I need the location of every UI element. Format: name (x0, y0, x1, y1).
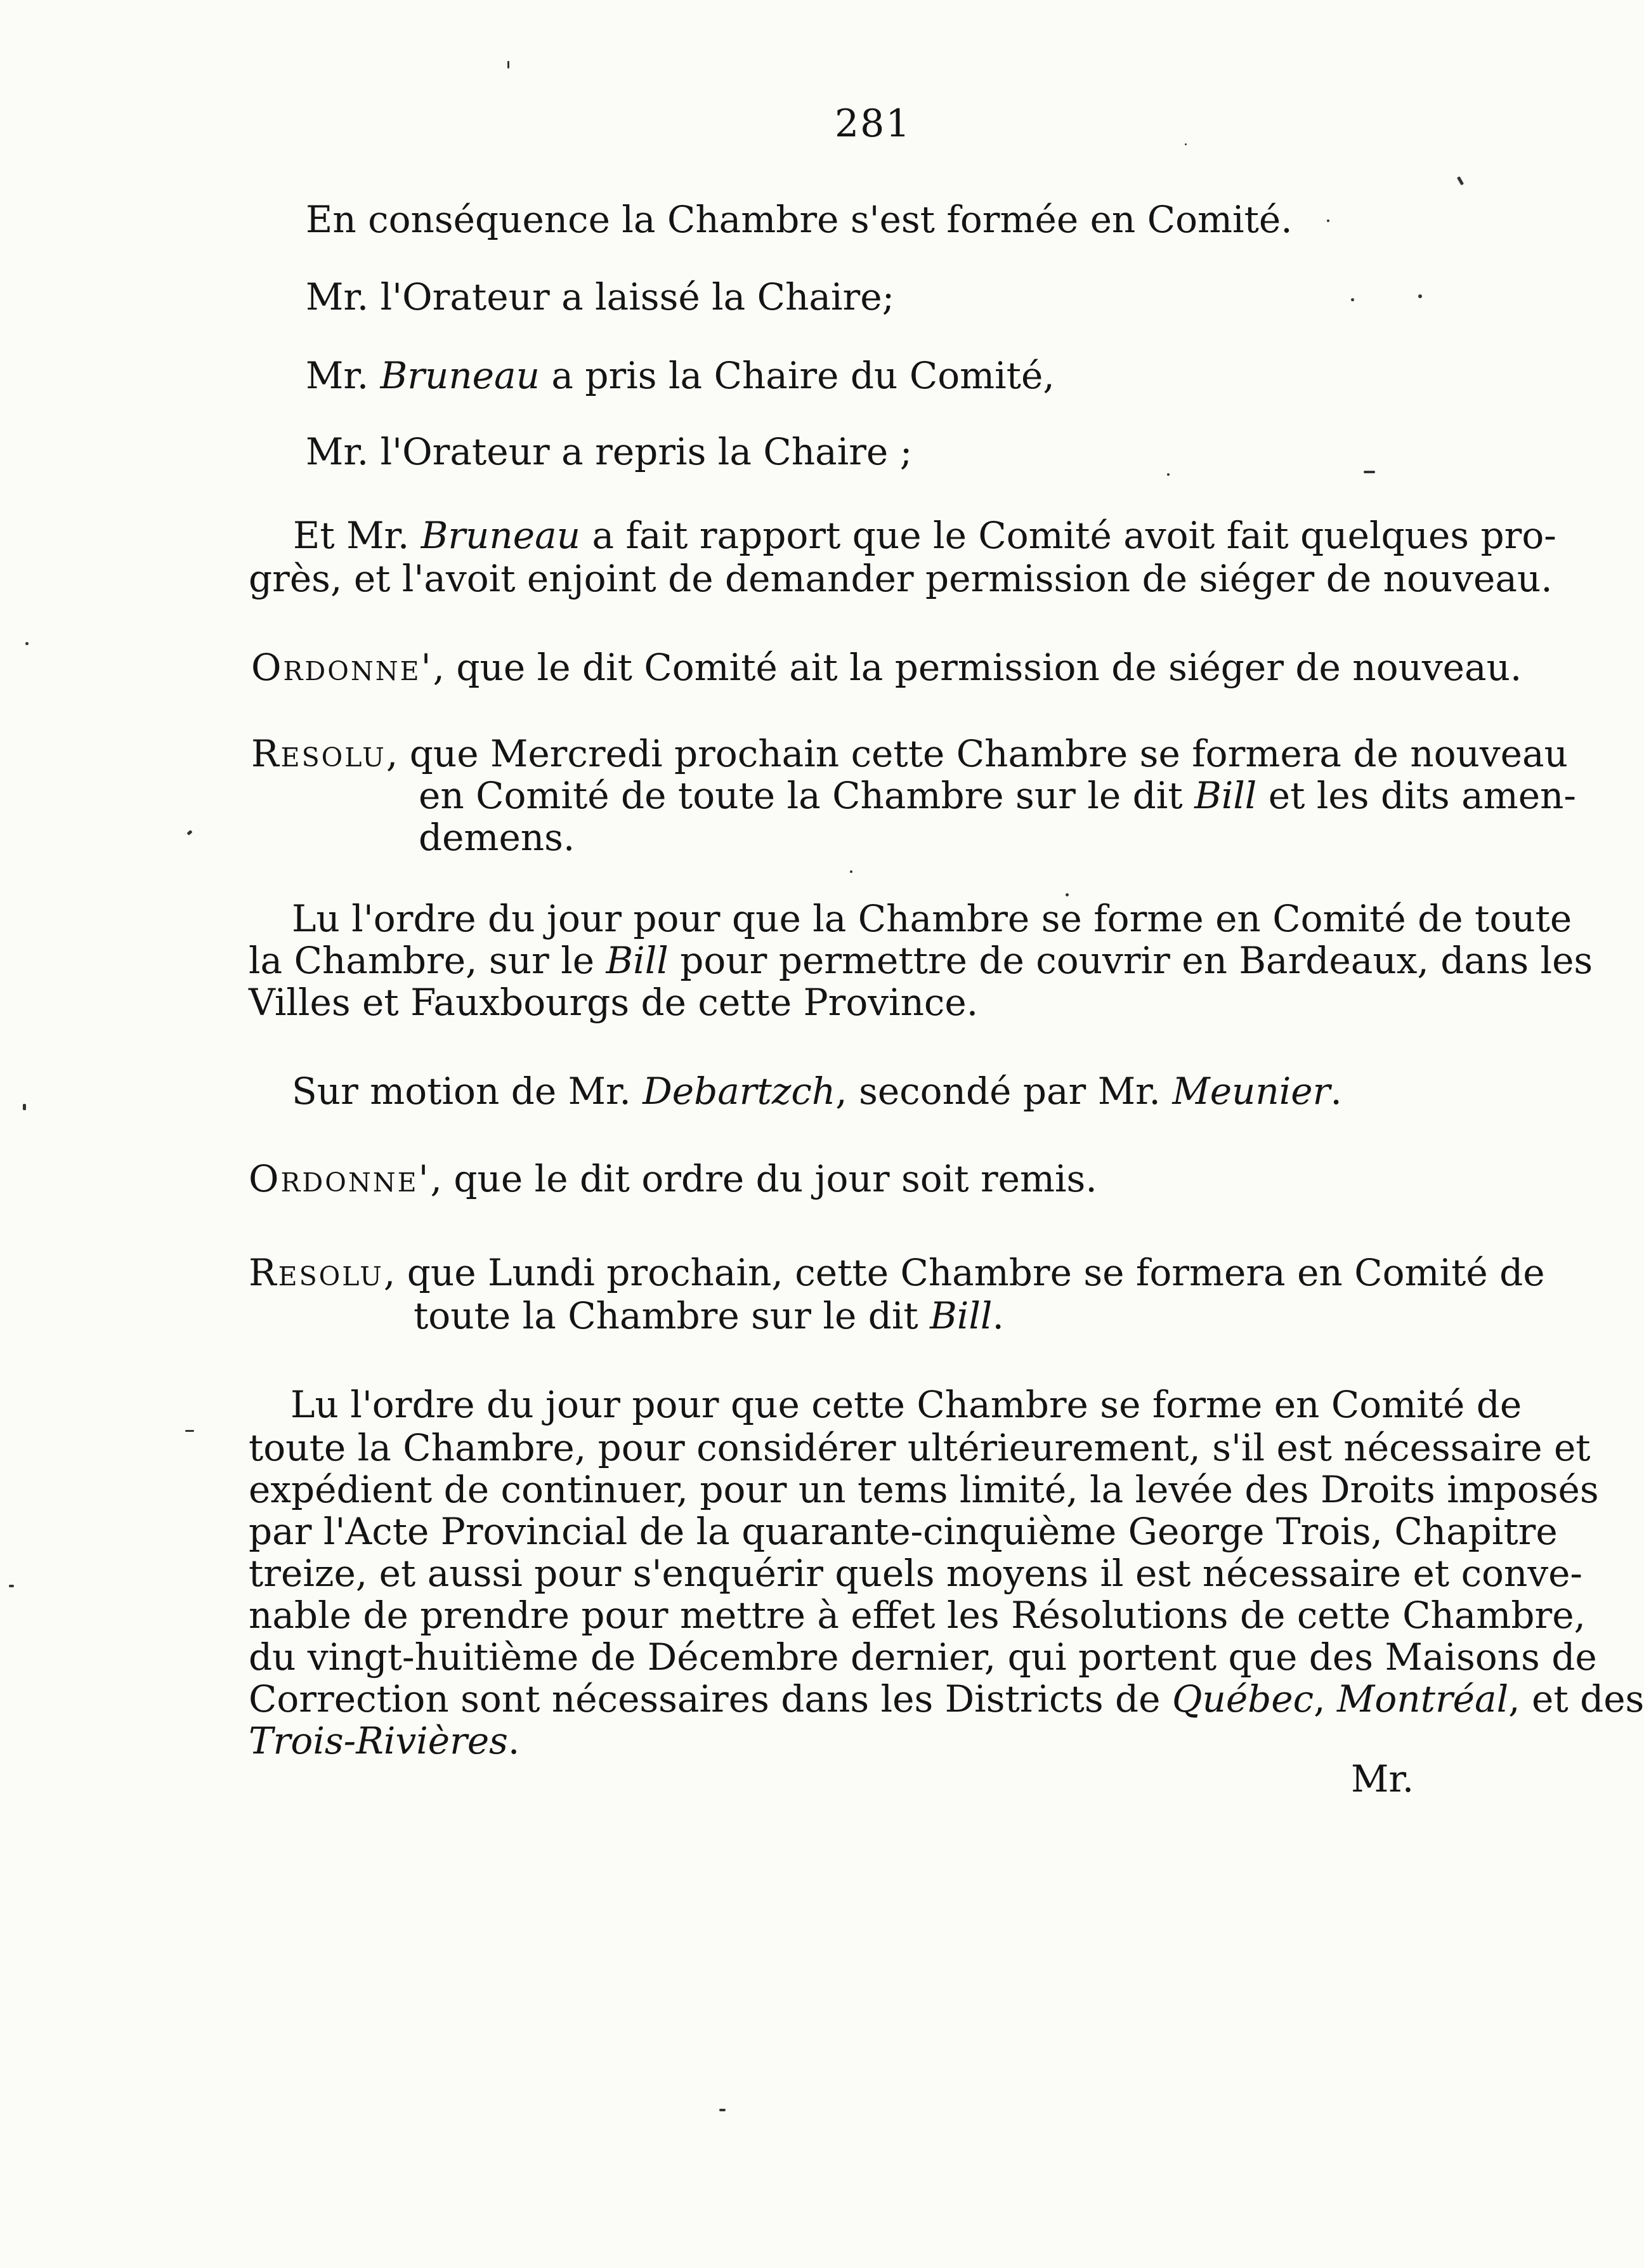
text-run: Et Mr. (293, 514, 421, 557)
text-run: Mr. l'Orateur a laissé la Chaire; (306, 275, 895, 318)
text-run: . (1330, 1070, 1342, 1113)
text-run: , que Mercredi prochain cette Chambre se formera de nouveau (386, 732, 1568, 775)
small-caps-run: Resolu (251, 732, 386, 775)
italic-run: Bill (606, 939, 669, 982)
text-line (306, 353, 1055, 398)
text-line (419, 815, 575, 860)
text-run: Sur motion de Mr. (292, 1070, 643, 1113)
text-run: demens. (419, 816, 575, 859)
text-line (251, 645, 1522, 690)
text-line (249, 980, 978, 1025)
text-run: . (992, 1294, 1004, 1337)
text-run: expédient de continuer, pour un tems limité, la levée des Droits imposés (249, 1468, 1599, 1511)
text-run: en Comité de toute la Chambre sur le dit (419, 774, 1195, 817)
text-line (414, 1293, 1004, 1339)
text-line (249, 1250, 1545, 1295)
italic-run: Montréal (1336, 1677, 1509, 1721)
text-run: , que le dit Comité ait la permission de siéger de nouveau. (433, 646, 1522, 689)
text-run: Lu l'ordre du jour pour que cette Chambre se forme en Comité de (290, 1383, 1522, 1426)
text-line (249, 1592, 1586, 1638)
text-line (249, 1425, 1591, 1471)
text-line (249, 938, 1593, 983)
text-run: nable de prendre pour mettre à effet les Résolutions de cette Chambre, (249, 1594, 1586, 1637)
italic-run: Bruneau (421, 514, 581, 557)
page-number: 281 (835, 102, 911, 146)
text-line (293, 513, 1556, 558)
text-run: grès, et l'avoit enjoint de demander permission de siéger de nouveau. (249, 557, 1553, 600)
small-caps-run: Ordonne' (251, 646, 433, 689)
text-line (249, 1676, 1644, 1722)
text-line (249, 1550, 1582, 1596)
text-run: la Chambre, sur le (249, 939, 606, 982)
text-run: Villes et Fauxbourgs de cette Province. (249, 981, 979, 1024)
text-line (292, 1068, 1342, 1114)
text-line (249, 1467, 1599, 1512)
text-run: , et des (1508, 1677, 1644, 1721)
text-run: . (507, 1719, 520, 1762)
text-line (306, 197, 1293, 242)
text-line (251, 731, 1568, 777)
text-run: , que le dit ordre du jour soit remis. (430, 1157, 1097, 1200)
text-line (292, 896, 1572, 941)
text-line (249, 1634, 1597, 1680)
italic-run: Debartzch (643, 1070, 836, 1113)
text-line (290, 1382, 1522, 1427)
catchword: Mr. (1351, 1757, 1414, 1800)
text-line (249, 1718, 519, 1764)
text-run: Mr. (306, 354, 381, 397)
italic-run: Bill (1194, 774, 1257, 817)
text-run: treize, et aussi pour s'enquérir quels moyens il est nécessaire et conve- (249, 1552, 1583, 1595)
italic-run: Québec (1171, 1677, 1314, 1721)
text-run: , secondé par Mr. (835, 1070, 1173, 1113)
text-line (306, 429, 912, 475)
text-line (306, 274, 894, 320)
text-run: , que Lundi prochain, cette Chambre se formera en Comité de (383, 1251, 1545, 1294)
text-run: Mr. l'Orateur a repris la Chaire ; (306, 430, 913, 473)
text-run: toute la Chambre sur le dit (414, 1294, 930, 1337)
small-caps-run: Ordonne' (249, 1157, 431, 1200)
text-run: Lu l'ordre du jour pour que la Chambre se forme en Comité de toute (292, 897, 1572, 940)
text-run: pour permettre de couvrir en Bardeaux, dans les (668, 939, 1593, 982)
text-run: toute la Chambre, pour considérer ultérieurement, s'il est nécessaire et (249, 1426, 1591, 1469)
text-run: et les dits amen- (1256, 774, 1576, 817)
small-caps-run: Resolu (249, 1251, 384, 1294)
text-run: du vingt-huitième de Décembre dernier, qui portent que des Maisons de (249, 1635, 1597, 1679)
italic-run: Meunier (1172, 1070, 1331, 1113)
text-run: , (1314, 1677, 1337, 1721)
text-run: par l'Acte Provincial de la quarante-cinquième George Trois, Chapitre (249, 1510, 1558, 1553)
italic-run: Bill (930, 1294, 993, 1337)
italic-run: Bruneau (380, 354, 540, 397)
italic-run: Trois-Rivières (249, 1719, 508, 1762)
text-line (419, 773, 1576, 818)
text-run: a pris la Chaire du Comité, (539, 354, 1055, 397)
text-line (249, 1509, 1558, 1554)
text-line (249, 1156, 1097, 1202)
text-run: a fait rapport que le Comité avoit fait quelques pro- (580, 514, 1556, 557)
text-line (249, 556, 1553, 601)
text-run: En conséquence la Chambre s'est formée en Comité. (306, 198, 1293, 241)
text-run: Correction sont nécessaires dans les Districts de (249, 1677, 1172, 1721)
